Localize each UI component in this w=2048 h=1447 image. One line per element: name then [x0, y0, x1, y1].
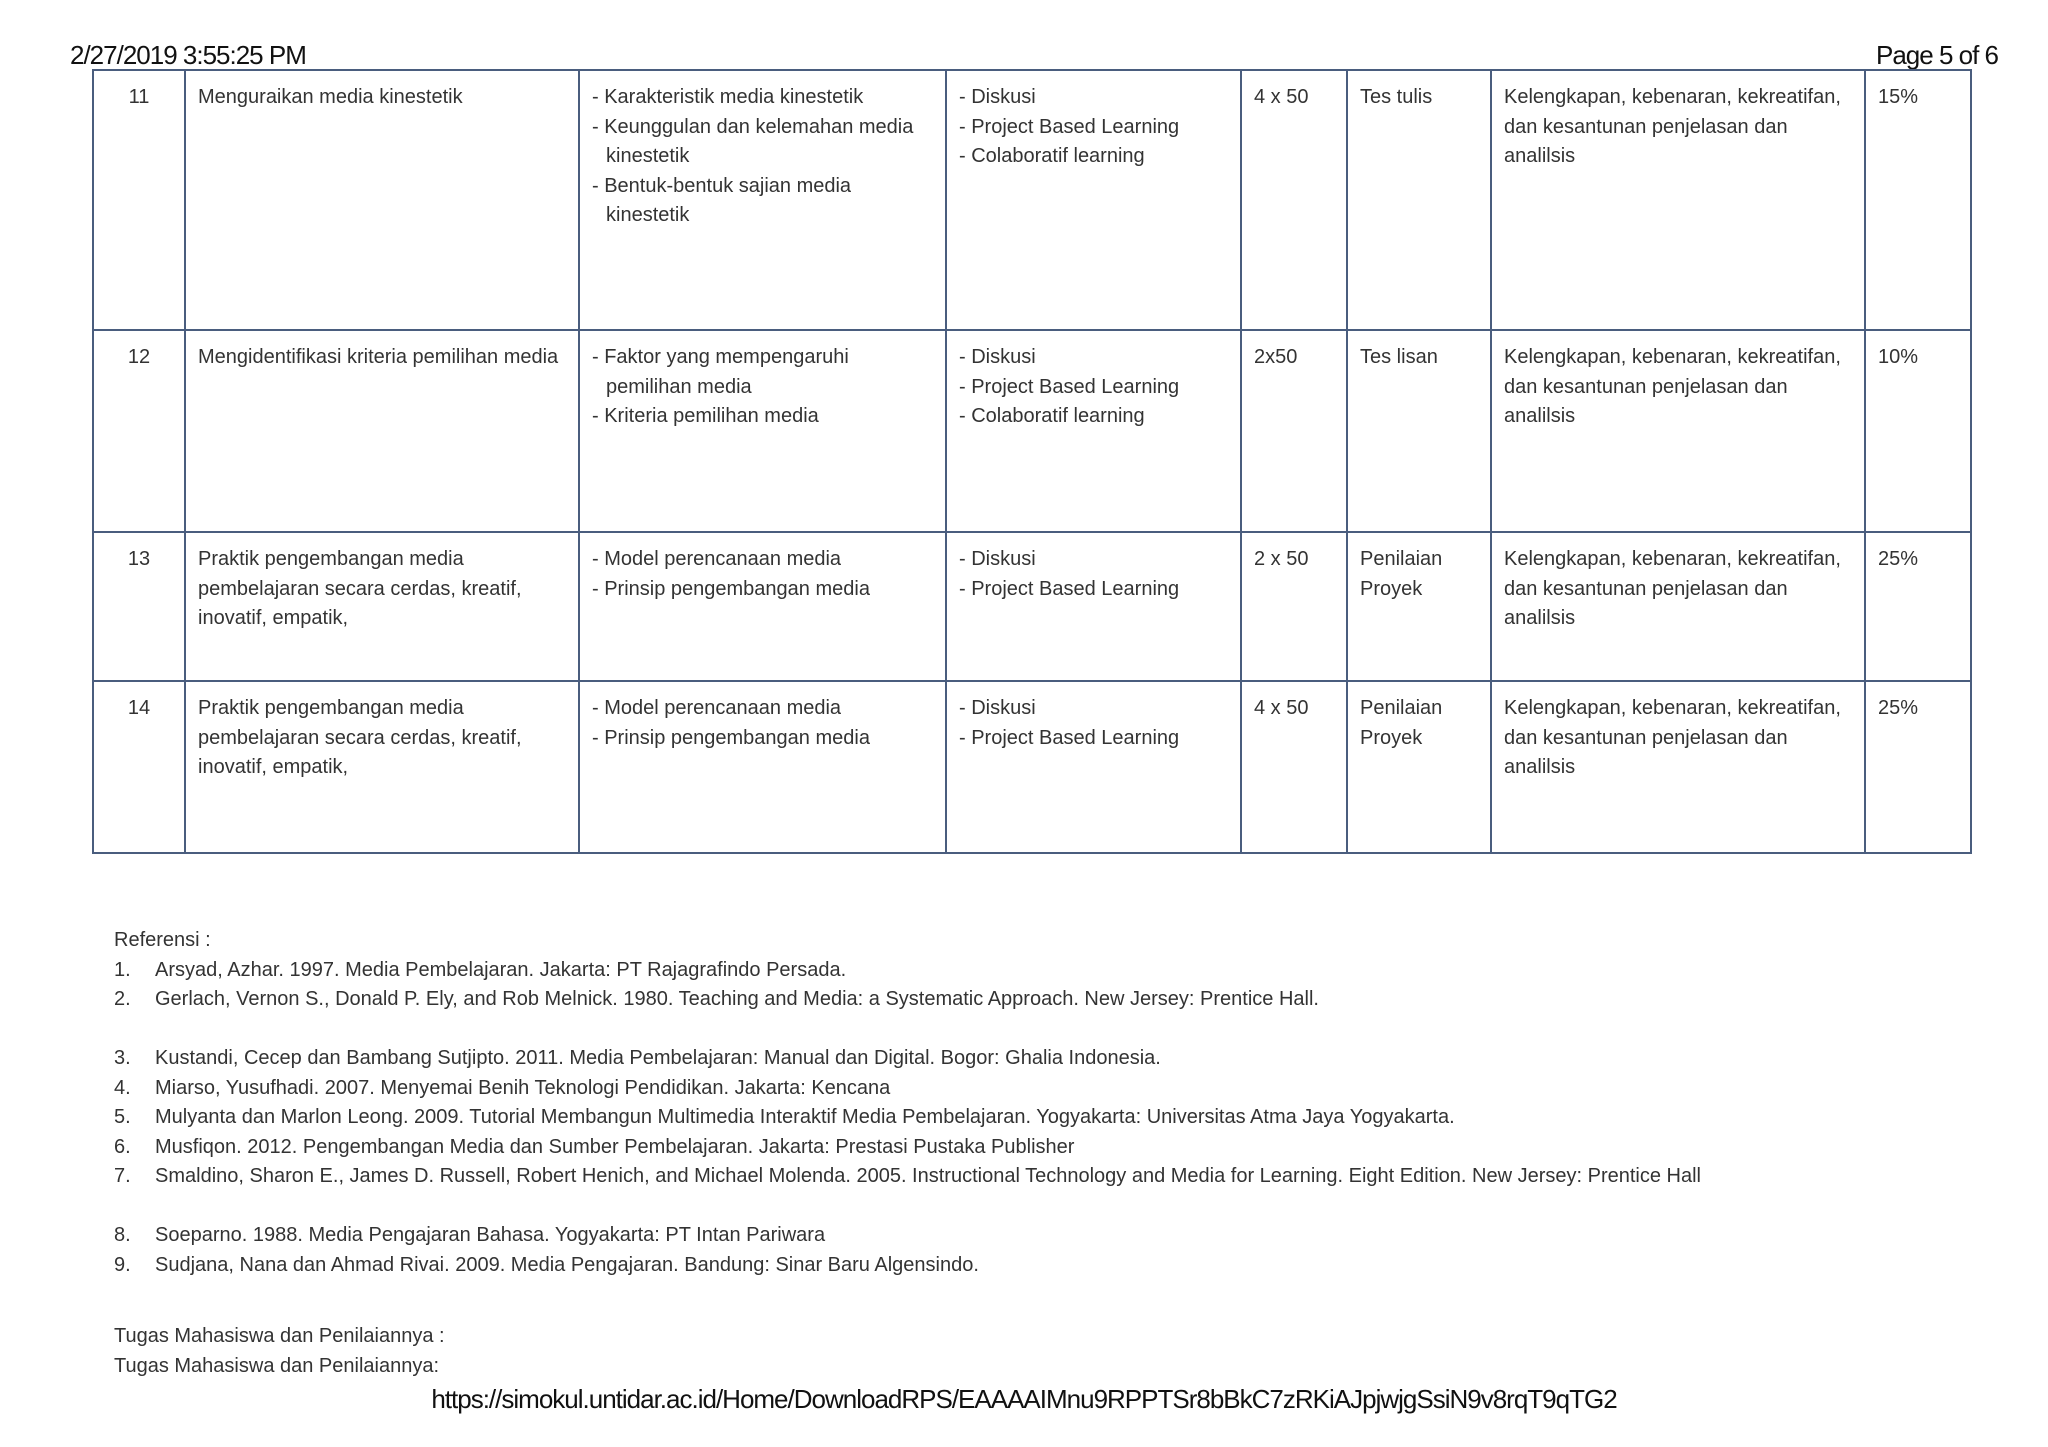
- list-item: 3. Kustandi, Cecep dan Bambang Sutjipto. 2011. Media Pembelajaran: Manual dan Digital. Bogor: Ghalia Indonesia.: [114, 1047, 1161, 1069]
- list-item: - Faktor yang mempengaruhi pemilihan media: [592, 343, 933, 402]
- table-row: [93, 532, 1971, 681]
- list-item: - Karakteristik media kinestetik: [592, 83, 933, 113]
- materi-cell: [579, 681, 946, 853]
- row-number: 12: [93, 330, 185, 532]
- table-row: [93, 330, 1971, 532]
- rps-table: [92, 69, 1972, 854]
- download-url: https://simokul.untidar.ac.id/Home/DownloadRPS/EAAAAIMnu9RPPTSr8bBkC7zRKiAJpjwjgSsiN9v8rqT9qTG2: [431, 1384, 1617, 1414]
- list-item: - Keunggulan dan kelemahan media kinestetik: [592, 113, 933, 172]
- list-item: - Kriteria pemilihan media: [592, 402, 933, 432]
- list-item: 5. Mulyanta dan Marlon Leong. 2009. Tutorial Membangun Multimedia Interaktif Media Pembelajaran. Yogyakarta: Universitas Atma Jaya Yogyakarta.: [114, 1106, 1455, 1128]
- metode-cell: [946, 70, 1241, 330]
- bobot-cell: 15%: [1865, 70, 1971, 330]
- waktu-cell: 2x50: [1241, 330, 1347, 532]
- tugas-heading-secondary: Tugas Mahasiswa dan Penilaiannya:: [114, 1354, 440, 1377]
- list-item: - Project Based Learning: [959, 373, 1228, 403]
- metode-cell: [946, 532, 1241, 681]
- metode-cell: [946, 681, 1241, 853]
- waktu-cell: 4 x 50: [1241, 681, 1347, 853]
- kemampuan-cell: Menguraikan media kinestetik: [185, 70, 579, 330]
- list-item: 4. Miarso, Yusufhadi. 2007. Menyemai Benih Teknologi Pendidikan. Jakarta: Kencana: [114, 1076, 891, 1099]
- row-number: 11: [93, 70, 185, 330]
- row-number: 13: [93, 532, 185, 681]
- list-item: - Model perencanaan media: [592, 694, 933, 724]
- penilaian-cell: Tes lisan: [1347, 330, 1491, 532]
- table-row: [93, 70, 1971, 330]
- waktu-cell: 4 x 50: [1241, 70, 1347, 330]
- list-item: - Diskusi: [959, 83, 1228, 113]
- bobot-cell: 10%: [1865, 330, 1971, 532]
- materi-cell: [579, 70, 946, 330]
- list-item: - Prinsip pengembangan media: [592, 575, 933, 605]
- kriteria-cell: Kelengkapan, kebenaran, kekreatifan, dan kesantunan penjelasan dan analilsis: [1491, 330, 1865, 532]
- table-row: [93, 681, 1971, 853]
- list-item: - Diskusi: [959, 343, 1228, 373]
- list-item: - Model perencanaan media: [592, 545, 933, 575]
- references-section: [114, 926, 1994, 1280]
- kriteria-cell: Kelengkapan, kebenaran, kekreatifan, dan kesantunan penjelasan dan analilsis: [1491, 70, 1865, 330]
- metode-cell: [946, 330, 1241, 532]
- list-item: 2. Gerlach, Vernon S., Donald P. Ely, and Rob Melnick. 1980. Teaching and Media: a Systematic Approach. New Jersey: Prentice Hall.: [114, 988, 1319, 1010]
- tugas-section: [114, 1322, 445, 1381]
- bobot-cell: 25%: [1865, 532, 1971, 681]
- list-item: - Project Based Learning: [959, 113, 1228, 143]
- row-number: 14: [93, 681, 185, 853]
- list-item: 9. Sudjana, Nana dan Ahmad Rivai. 2009. Media Pengajaran. Bandung: Sinar Baru Algensindo.: [114, 1253, 979, 1276]
- penilaian-cell: Tes tulis: [1347, 70, 1491, 330]
- list-item: - Project Based Learning: [959, 575, 1228, 605]
- penilaian-cell: Penilaian Proyek: [1347, 681, 1491, 853]
- list-item: - Diskusi: [959, 545, 1228, 575]
- bobot-cell: 25%: [1865, 681, 1971, 853]
- references-list: [114, 956, 1994, 1281]
- materi-cell: [579, 330, 946, 532]
- list-item: 8. Soeparno. 1988. Media Pengajaran Bahasa. Yogyakarta: PT Intan Pariwara: [114, 1224, 826, 1246]
- tugas-heading: Tugas Mahasiswa dan Penilaiannya :: [114, 1325, 445, 1347]
- list-item: - Colaboratif learning: [959, 402, 1228, 432]
- print-timestamp: 2/27/2019 3:55:25 PM: [70, 40, 306, 70]
- waktu-cell: 2 x 50: [1241, 532, 1347, 681]
- kriteria-cell: Kelengkapan, kebenaran, kekreatifan, dan kesantunan penjelasan dan analilsis: [1491, 681, 1865, 853]
- references-title: Referensi :: [114, 929, 211, 951]
- penilaian-cell: Penilaian Proyek: [1347, 532, 1491, 681]
- list-item: - Diskusi: [959, 694, 1228, 724]
- list-item: - Prinsip pengembangan media: [592, 724, 933, 754]
- list-item: 7. Smaldino, Sharon E., James D. Russell, Robert Henich, and Michael Molenda. 2005. Instructional Technology and Media for Learning. Eight Edition. New Jersey: Prentice Hall: [114, 1165, 1701, 1187]
- list-item: 1. Arsyad, Azhar. 1997. Media Pembelajaran. Jakarta: PT Rajagrafindo Persada.: [114, 958, 847, 981]
- materi-cell: [579, 532, 946, 681]
- list-item: 6. Musfiqon. 2012. Pengembangan Media dan Sumber Pembelajaran. Jakarta: Prestasi Pustaka Publisher: [114, 1135, 1075, 1158]
- kemampuan-cell: Praktik pengembangan media pembelajaran secara cerdas, kreatif, inovatif, empatik,: [185, 681, 579, 853]
- kriteria-cell: Kelengkapan, kebenaran, kekreatifan, dan kesantunan penjelasan dan analilsis: [1491, 532, 1865, 681]
- kemampuan-cell: Mengidentifikasi kriteria pemilihan media: [185, 330, 579, 532]
- list-item: - Project Based Learning: [959, 724, 1228, 754]
- list-item: - Colaboratif learning: [959, 142, 1228, 172]
- page-number: Page 5 of 6: [1876, 40, 1998, 70]
- list-item: - Bentuk-bentuk sajian media kinestetik: [592, 172, 933, 231]
- kemampuan-cell: Praktik pengembangan media pembelajaran secara cerdas, kreatif, inovatif, empatik,: [185, 532, 579, 681]
